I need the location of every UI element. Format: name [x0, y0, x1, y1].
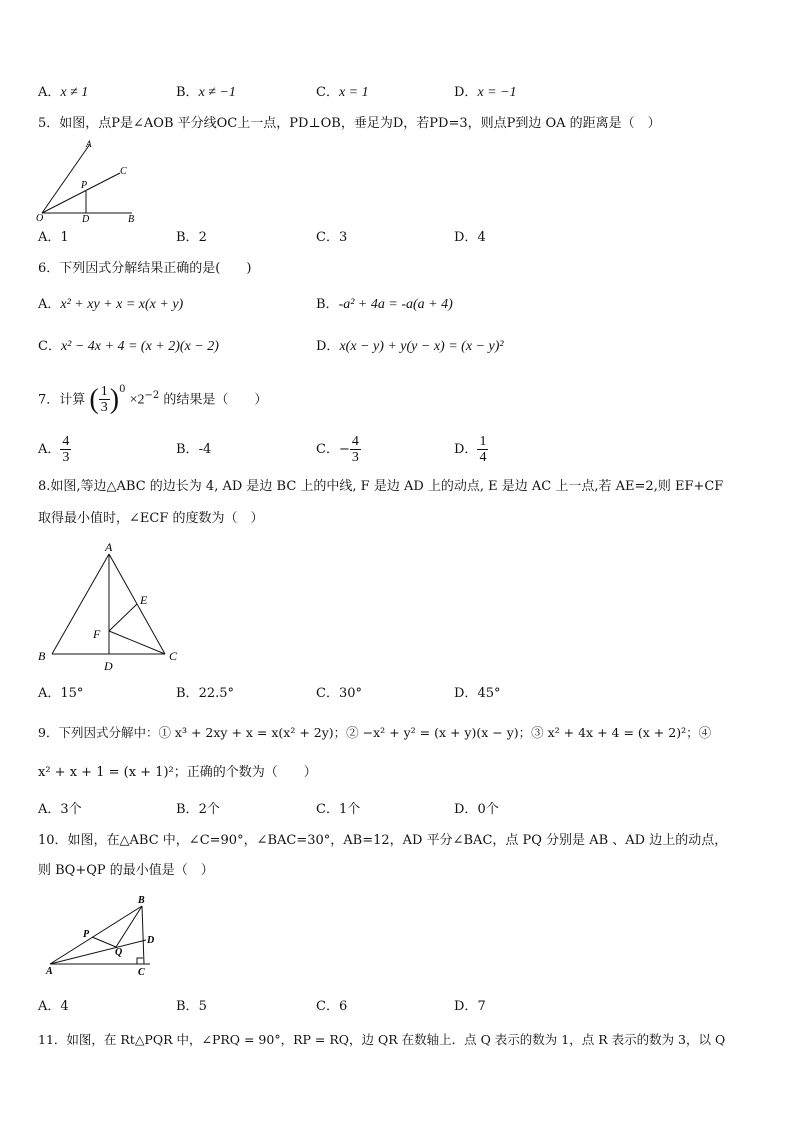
q6-option-a: A．x² + xy + x = x(x + y): [38, 297, 184, 312]
q5-label-p: P: [81, 180, 88, 191]
q8-option-c: C．30°: [316, 686, 362, 701]
q5-figure: [34, 138, 144, 224]
q6-stem: 6．下列因式分解结果正确的是( ): [38, 261, 252, 276]
q10-option-a: A．4: [38, 999, 69, 1014]
q5-option-a: A．1: [38, 230, 69, 245]
q10-label-d: D: [147, 935, 155, 946]
q8-label-f: F: [93, 627, 101, 641]
q10-stem-line1: 10．如图，在△ABC 中，∠C=90°，∠BAC=30°，AB=12，AD 平分∠BAC，点 PQ 分别是 AB 、AD 边上的动点，: [38, 833, 728, 848]
q10-option-c: C．6: [316, 999, 348, 1014]
q10-label-c: C: [138, 967, 145, 978]
q7-stem: 7．计算 ( $\frac{1}{3}$ )$^0 \times 2^{-2}$ 的结果是（ ）: [38, 383, 268, 416]
q8-option-b: B．22.5°: [176, 686, 235, 701]
q5-label-a: A: [86, 139, 92, 149]
q8-stem-line1: 8.如图,等边△ABC 的边长为 4, AD 是边 BC 上的中线, F 是边 AD 上的动点, E 是边 AC 上一点,若 AE=2,则 EF+CF: [38, 479, 724, 494]
q4-option-a: A．x ≠ 1: [38, 85, 89, 100]
q10-label-a: A: [46, 966, 53, 977]
q6-option-c: C．x² − 4x + 4 = (x + 2)(x − 2): [38, 339, 219, 354]
q4-option-b: B．x ≠ −1: [176, 85, 236, 100]
q7-option-b: B．-4: [176, 442, 212, 457]
q4-option-c: C．x = 1: [316, 85, 369, 100]
q7-option-d: D． $\frac{1}{4}$: [454, 434, 487, 465]
q8-label-a: A: [105, 540, 113, 554]
q10-option-b: B．5: [176, 999, 207, 1014]
q10-label-b: B: [138, 895, 145, 906]
q7-option-a: A． $\frac{4}{3}$: [38, 434, 70, 465]
q9-stem-line2: x² + x + 1 = (x + 1)²；正确的个数为（ ）: [38, 765, 317, 780]
q10-option-d: D．7: [454, 999, 486, 1014]
q9-option-b: B．2个: [176, 802, 220, 817]
q9-stem-line1: 9．下列因式分解中：① x³ + 2xy + x = x(x² + 2y)；② −x² + y² = (x + y)(x − y)；③ x² + 4x + 4 = (x + 2)²；④: [38, 725, 712, 740]
q10-label-p: P: [83, 929, 90, 940]
q8-label-d: D: [104, 659, 113, 673]
q5-option-d: D．4: [454, 230, 486, 245]
q5-option-c: C．3: [316, 230, 348, 245]
q5-stem: 5．如图，点P是∠AOB 平分线OC上一点，PD⊥OB，垂足为D，若PD=3，则点P到边 OA 的距离是（ ）: [38, 116, 661, 131]
q10-figure: [40, 892, 170, 982]
q11-stem: 11．如图，在 Rt△PQR 中，∠PRQ = 90°，RP = RQ，边 QR 在数轴上．点 Q 表示的数为 1，点 R 表示的数为 3，以 Q: [38, 1032, 726, 1047]
q8-figure: [34, 538, 184, 674]
q8-label-b: B: [38, 649, 46, 663]
q5-label-b: B: [128, 214, 135, 224]
q8-label-c: C: [169, 649, 178, 663]
q8-option-d: D．45°: [454, 686, 501, 701]
q6-option-b: B．-a² + 4a = -a(a + 4): [316, 297, 453, 312]
q5-label-d: D: [82, 214, 90, 224]
q5-option-b: B．2: [176, 230, 207, 245]
q9-option-c: C．1个: [316, 802, 361, 817]
q7-option-c: C．− $\frac{4}{3}$: [316, 434, 359, 465]
q4-option-d: D．x = −1: [454, 85, 517, 100]
q8-option-a: A．15°: [38, 686, 84, 701]
q9-option-a: A．3个: [38, 802, 82, 817]
q8-label-e: E: [140, 593, 148, 607]
q8-stem-line2: 取得最小值时，∠ECF 的度数为（ ）: [38, 511, 264, 526]
q10-label-q: Q: [115, 947, 123, 958]
q6-option-d: D．x(x − y) + y(y − x) = (x − y)²: [316, 339, 504, 354]
q5-label-o: O: [36, 213, 44, 224]
q9-option-d: D．0个: [454, 802, 499, 817]
q5-label-c: C: [120, 166, 127, 177]
q10-stem-line2: 则 BQ+QP 的最小值是（ ）: [38, 863, 214, 878]
